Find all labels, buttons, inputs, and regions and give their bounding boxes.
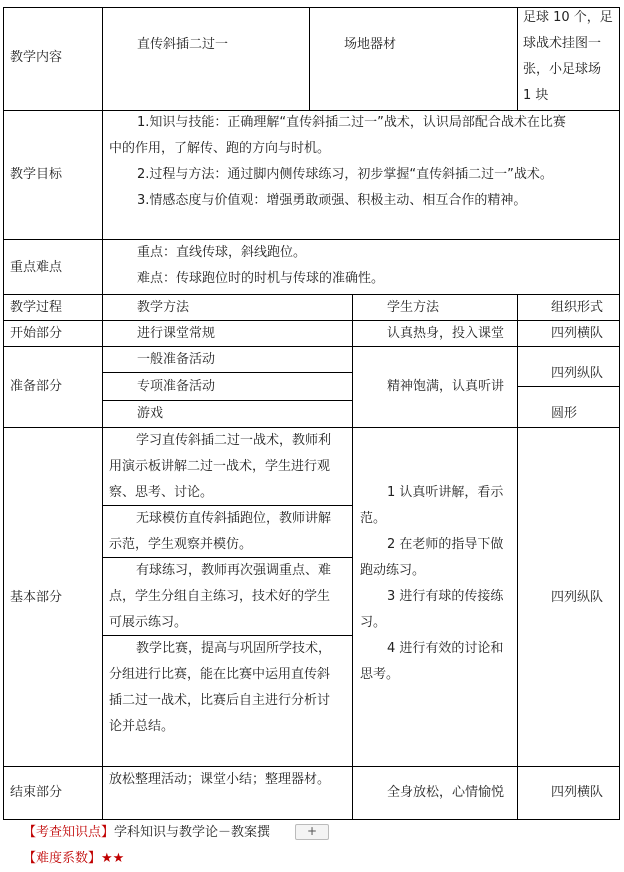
basic-student-methods	[360, 480, 503, 688]
text-line: 察、思考、讨论。	[109, 485, 214, 500]
goal-line: 3.情感态度与价值观：增强勇敢顽强、积极主动、相互合作的精神。	[137, 193, 527, 208]
knowledge-value: 学科知识与教学论－教案撰	[114, 825, 271, 840]
prep-org-2: 圆形	[551, 406, 578, 421]
text-line: 习。	[360, 615, 387, 630]
difficulty	[23, 846, 124, 871]
prep-org-1: 四列纵队	[551, 366, 604, 381]
text-line: 1 认真听讲解，看示	[387, 485, 504, 500]
goal-line: 中的作用，了解传、跑的方向与时机。	[109, 141, 331, 156]
text-line: 学习直传斜插二过一战术，教师利	[136, 433, 332, 448]
text-line: 2 在老师的指导下做	[387, 537, 504, 552]
header-org: 组织形式	[551, 300, 604, 315]
expand-button[interactable]: +	[295, 824, 329, 840]
difficult-point-line: 难点：传球跑位时的时机与传球的准确性。	[137, 271, 385, 286]
text-line: 范。	[360, 511, 387, 526]
start-method: 进行课堂常规	[137, 326, 216, 341]
end-method: 放松整理活动；课堂小结；整理器材。	[109, 772, 331, 787]
equipment-line: 足球 10 个，足	[523, 10, 613, 25]
prep-method: 专项准备活动	[137, 379, 216, 394]
knowledge-point	[23, 820, 270, 845]
basic-org: 四列纵队	[551, 590, 604, 605]
text-line: 有球练习，教师再次强调重点、难	[136, 563, 332, 578]
text-line: 论并总结。	[109, 719, 175, 734]
knowledge-label: 【考查知识点】	[23, 825, 115, 840]
equipment-label: 场地器材	[344, 37, 397, 52]
end-org: 四列横队	[551, 785, 604, 800]
equipment-line: 球战术挂图一	[523, 36, 602, 51]
equipment-line: 张，小足球场	[523, 62, 602, 77]
header-student: 学生方法	[387, 300, 440, 315]
difficulty-stars: ★★	[101, 851, 125, 866]
row-label-keypoints: 重点难点	[10, 260, 63, 275]
prep-method: 游戏	[137, 406, 164, 421]
text-line: 3 进行有球的传接练	[387, 589, 504, 604]
row-label-prep: 准备部分	[10, 379, 63, 394]
text-line: 点，学生分组自主练习，技术好的学生	[109, 589, 331, 604]
text-line: 无球模仿直传斜插跑位，教师讲解	[136, 511, 332, 526]
row-label-basic: 基本部分	[10, 590, 63, 605]
basic-method-block	[109, 506, 331, 558]
text-line: 教学比赛，提高与巩固所学技术，	[136, 641, 332, 656]
key-point-line: 重点：直线传球，斜线跑位。	[137, 245, 307, 260]
basic-method-block	[109, 558, 331, 636]
header-method: 教学方法	[137, 300, 190, 315]
goal-line: 1.知识与技能：正确理解“直传斜插二过一”战术，认识局部配合战术在比赛	[137, 115, 566, 130]
text-line: 跑动练习。	[360, 563, 426, 578]
row-label-start: 开始部分	[10, 326, 63, 341]
equipment-value	[523, 5, 613, 109]
end-student: 全身放松，心情愉悦	[387, 785, 505, 800]
equipment-line: 1 块	[523, 88, 549, 103]
goal-line: 2.过程与方法：通过脚内侧传球练习，初步掌握“直传斜插二过一”战术。	[137, 167, 553, 182]
row-label-content: 教学内容	[10, 50, 63, 65]
basic-method-block	[109, 636, 331, 740]
start-org: 四列横队	[551, 326, 604, 341]
lesson-topic: 直传斜插二过一	[137, 37, 229, 52]
header-process: 教学过程	[10, 300, 63, 315]
text-line: 4 进行有效的讨论和	[387, 641, 504, 656]
text-line: 可展示练习。	[109, 615, 188, 630]
prep-student: 精神饱满，认真听讲	[387, 379, 505, 394]
basic-method-block	[109, 428, 331, 506]
difficulty-label: 【难度系数】	[23, 851, 102, 866]
text-line: 思考。	[360, 667, 400, 682]
text-line: 示范，学生观察并模仿。	[109, 537, 253, 552]
start-student: 认真热身，投入课堂	[387, 326, 505, 341]
row-label-goals: 教学目标	[10, 167, 63, 182]
key-points	[137, 240, 384, 292]
row-label-end: 结束部分	[10, 785, 63, 800]
text-line: 分组进行比赛，能在比赛中运用直传斜	[109, 667, 331, 682]
text-line: 插二过一战术，比赛后自主进行分析讨	[109, 693, 331, 708]
teaching-goals	[109, 110, 617, 214]
prep-method: 一般准备活动	[137, 352, 216, 367]
text-line: 用演示板讲解二过一战术，学生进行观	[109, 459, 331, 474]
